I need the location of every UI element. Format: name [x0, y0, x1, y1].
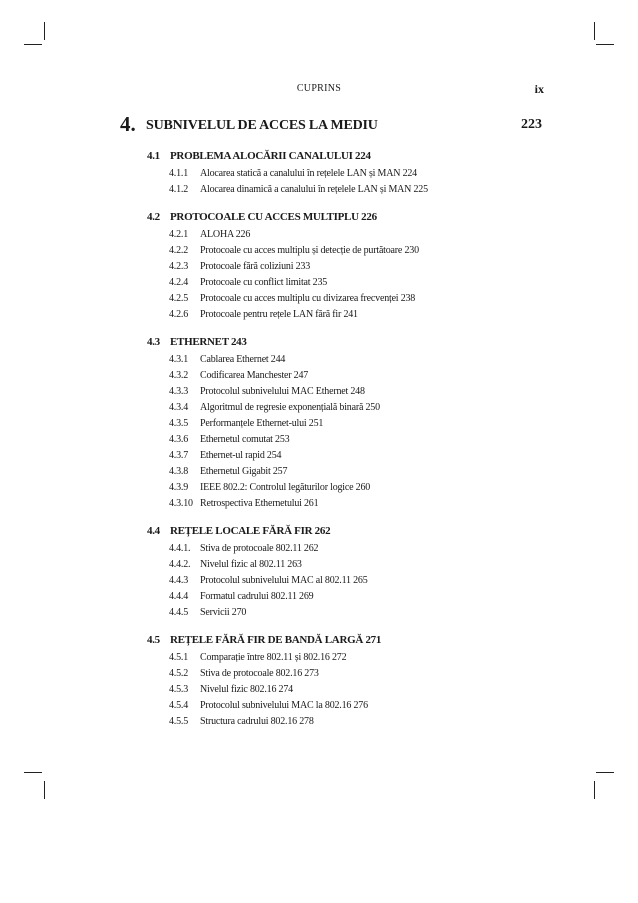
subsection-number: 4.2.4 [169, 277, 189, 288]
crop-mark [44, 22, 45, 40]
section-number: 4.1 [147, 150, 160, 162]
list-item [147, 400, 547, 416]
crop-mark [594, 22, 595, 40]
subsection-number: 4.5.3 [169, 684, 189, 695]
toc-section [147, 207, 547, 323]
crop-mark [24, 772, 42, 773]
list-item [147, 573, 547, 589]
subsection-number: 4.3.10 [169, 498, 193, 509]
subsection-title: Protocolul subnivelului MAC la 802.16 276 [200, 700, 368, 711]
subsection-number: 4.5.2 [169, 668, 189, 679]
subsection-title: Cablarea Ethernet 244 [200, 354, 286, 365]
chapter-title: SUBNIVELUL DE ACCES LA MEDIU [146, 118, 378, 133]
crop-mark [24, 44, 42, 45]
subsection-title: Servicii 270 [200, 607, 247, 618]
list-item [147, 432, 547, 448]
subsection-title: Stiva de protocoale 802.11 262 [200, 543, 319, 554]
subsection-number: 4.3.9 [169, 482, 189, 493]
subsection-number: 4.4.2. [169, 559, 191, 570]
subsection-number: 4.3.6 [169, 434, 189, 445]
list-item [147, 714, 547, 730]
chapter-number: 4. [120, 112, 136, 136]
subsection-number: 4.2.1 [169, 229, 189, 240]
section-title: REȚELE FĂRĂ FIR DE BANDĂ LARGĂ 271 [170, 634, 382, 646]
subsection-list [147, 352, 547, 512]
section-number: 4.4 [147, 525, 160, 537]
section-title: REȚELE LOCALE FĂRĂ FIR 262 [170, 525, 331, 537]
subsection-number: 4.3.2 [169, 370, 189, 381]
list-item [147, 605, 547, 621]
list-item [147, 291, 547, 307]
list-item [147, 557, 547, 573]
subsection-number: 4.3.4 [169, 402, 189, 413]
section-heading [147, 332, 547, 352]
section-heading [147, 521, 547, 541]
subsection-list [147, 166, 547, 198]
subsection-number: 4.3.8 [169, 466, 189, 477]
subsection-number: 4.5.1 [169, 652, 189, 663]
subsection-number: 4.3.5 [169, 418, 189, 429]
section-number: 4.3 [147, 336, 160, 348]
section-title: PROBLEMA ALOCĂRII CANALULUI 224 [170, 150, 371, 162]
section-number: 4.2 [147, 211, 160, 223]
section-title: ETHERNET 243 [170, 336, 247, 348]
section-number: 4.5 [147, 634, 160, 646]
chapter-page: 223 [521, 117, 542, 132]
subsection-number: 4.4.1. [169, 543, 191, 554]
section-heading [147, 146, 547, 166]
crop-mark [596, 772, 614, 773]
list-item [147, 227, 547, 243]
list-item [147, 496, 547, 512]
list-item [147, 182, 547, 198]
list-item [147, 650, 547, 666]
list-item [147, 243, 547, 259]
subsection-number: 4.4.3 [169, 575, 189, 586]
subsection-title: Protocolul subnivelului MAC Ethernet 248 [200, 386, 365, 397]
subsection-title: ALOHA 226 [200, 229, 251, 240]
list-item [147, 259, 547, 275]
toc-section [147, 521, 547, 621]
list-item [147, 464, 547, 480]
subsection-title: Ethernetul comutat 253 [200, 434, 290, 445]
list-item [147, 352, 547, 368]
subsection-number: 4.4.4 [169, 591, 189, 602]
subsection-title: Nivelul fizic al 802.11 263 [200, 559, 302, 570]
running-title: CUPRINS [296, 83, 342, 94]
subsection-title: Ethernetul Gigabit 257 [200, 466, 288, 477]
subsection-title: Stiva de protocoale 802.16 273 [200, 668, 319, 679]
subsection-title: Protocoale cu acces multiplu cu divizarea frecvenței 238 [200, 293, 416, 304]
toc-section [147, 146, 547, 198]
list-item [147, 166, 547, 182]
subsection-number: 4.4.5 [169, 607, 189, 618]
subsection-number: 4.2.6 [169, 309, 189, 320]
list-item [147, 307, 547, 323]
list-item [147, 541, 547, 557]
subsection-number: 4.3.3 [169, 386, 189, 397]
subsection-number: 4.3.1 [169, 354, 189, 365]
subsection-number: 4.5.4 [169, 700, 189, 711]
crop-mark [596, 44, 614, 45]
toc-section [147, 332, 547, 512]
list-item [147, 416, 547, 432]
subsection-title: Codificarea Manchester 247 [200, 370, 309, 381]
subsection-title: Alocarea statică a canalului în rețelele LAN și MAN 224 [200, 168, 417, 179]
subsection-title: Protocoale fără coliziuni 233 [200, 261, 310, 272]
section-heading [147, 207, 547, 227]
crop-mark [594, 781, 595, 799]
subsection-title: Structura cadrului 802.16 278 [200, 716, 314, 727]
page-number: ix [534, 82, 544, 96]
subsection-list [147, 227, 547, 323]
list-item [147, 368, 547, 384]
subsection-title: Performanțele Ethernet-ului 251 [200, 418, 324, 429]
list-item [147, 589, 547, 605]
chapter-heading [120, 112, 546, 140]
subsection-title: IEEE 802.2: Controlul legăturilor logice 260 [200, 482, 371, 493]
subsection-title: Protocoale cu acces multiplu și detecție de purtătoare 230 [200, 245, 419, 256]
subsection-title: Protocoale cu conflict limitat 235 [200, 277, 328, 288]
subsection-number: 4.2.3 [169, 261, 189, 272]
list-item [147, 384, 547, 400]
subsection-title: Comparație între 802.11 și 802.16 272 [200, 652, 347, 663]
subsection-title: Protocolul subnivelului MAC al 802.11 265 [200, 575, 368, 586]
section-heading [147, 630, 547, 650]
list-item [147, 448, 547, 464]
subsection-number: 4.2.5 [169, 293, 189, 304]
subsection-number: 4.1.2 [169, 184, 189, 195]
subsection-title: Alocarea dinamică a canalului în rețelele LAN și MAN 225 [200, 184, 428, 195]
subsection-list [147, 541, 547, 621]
crop-mark [44, 781, 45, 799]
list-item [147, 698, 547, 714]
subsection-title: Nivelul fizic 802.16 274 [200, 684, 293, 695]
subsection-number: 4.3.7 [169, 450, 189, 461]
list-item [147, 666, 547, 682]
section-title: PROTOCOALE CU ACCES MULTIPLU 226 [170, 211, 377, 223]
toc-section [147, 630, 547, 730]
subsection-title: Retrospectiva Ethernetului 261 [200, 498, 319, 509]
subsection-number: 4.5.5 [169, 716, 189, 727]
list-item [147, 682, 547, 698]
table-of-contents [147, 146, 547, 739]
list-item [147, 480, 547, 496]
subsection-title: Formatul cadrului 802.11 269 [200, 591, 314, 602]
subsection-list [147, 650, 547, 730]
subsection-title: Protocoale pentru rețele LAN fără fir 241 [200, 309, 358, 320]
subsection-number: 4.2.2 [169, 245, 189, 256]
subsection-number: 4.1.1 [169, 168, 189, 179]
list-item [147, 275, 547, 291]
subsection-title: Algoritmul de regresie exponențială binară 250 [200, 402, 380, 413]
subsection-title: Ethernet-ul rapid 254 [200, 450, 282, 461]
